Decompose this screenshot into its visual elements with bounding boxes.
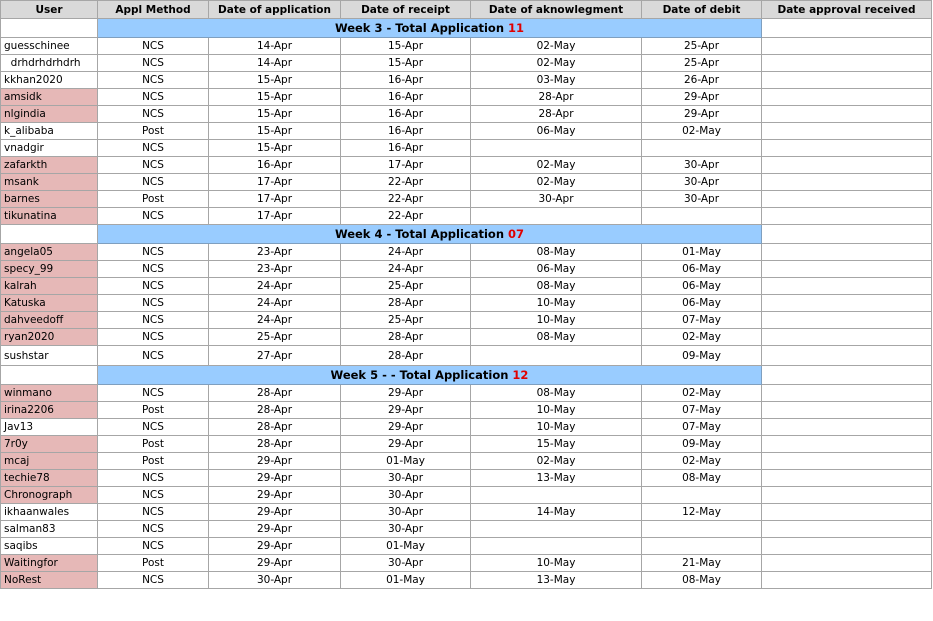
table-row — [1, 208, 932, 225]
cell-date-of-debit[interactable]: 26-Apr — [642, 72, 762, 89]
table-row — [1, 38, 932, 55]
cell-date-approval-received[interactable] — [762, 123, 932, 140]
table-row — [1, 123, 932, 140]
cell-date-approval-received[interactable] — [762, 244, 932, 261]
table-row — [1, 106, 932, 123]
cell-date-approval-received[interactable] — [762, 295, 932, 312]
cell-user[interactable]: Katuska — [1, 295, 98, 312]
cell-date-of-receipt[interactable]: 15-Apr — [341, 55, 471, 72]
cell-appl-method[interactable]: NCS — [98, 521, 209, 538]
cell-user[interactable]: tikunatina — [1, 208, 98, 225]
cell-date-of-aknowlegment[interactable]: 02-May — [471, 453, 642, 470]
cell-user[interactable]: ikhaanwales — [1, 504, 98, 521]
cell-appl-method[interactable]: NCS — [98, 89, 209, 106]
cell-date-of-debit[interactable]: 07-May — [642, 312, 762, 329]
header-date-approval-received[interactable]: Date approval received — [762, 1, 932, 19]
cell-user[interactable]: Chronograph — [1, 487, 98, 504]
cell-date-of-aknowlegment[interactable]: 02-May — [471, 55, 642, 72]
cell-date-of-debit[interactable]: 29-Apr — [642, 106, 762, 123]
cell-date-of-receipt[interactable]: 24-Apr — [341, 244, 471, 261]
cell-date-of-aknowlegment[interactable]: 03-May — [471, 72, 642, 89]
cell-date-approval-received[interactable] — [762, 538, 932, 555]
cell-date-of-aknowlegment[interactable]: 02-May — [471, 174, 642, 191]
cell-appl-method[interactable]: NCS — [98, 487, 209, 504]
cell-date-approval-received[interactable] — [762, 38, 932, 55]
cell-appl-method[interactable]: NCS — [98, 157, 209, 174]
cell-date-of-aknowlegment[interactable]: 02-May — [471, 38, 642, 55]
cell-date-of-application[interactable]: 28-Apr — [209, 419, 341, 436]
cell-date-of-receipt[interactable]: 22-Apr — [341, 208, 471, 225]
week-section-label: Week 5 - - Total Application — [330, 368, 513, 382]
cell-date-of-aknowlegment[interactable] — [471, 346, 642, 366]
cell-date-of-debit[interactable]: 01-May — [642, 244, 762, 261]
cell-date-approval-received[interactable] — [762, 470, 932, 487]
cell-date-approval-received[interactable] — [762, 329, 932, 346]
cell-date-of-aknowlegment[interactable]: 10-May — [471, 419, 642, 436]
cell-date-of-debit[interactable]: 02-May — [642, 385, 762, 402]
cell-date-of-application[interactable]: 15-Apr — [209, 89, 341, 106]
cell-date-approval-received[interactable] — [762, 487, 932, 504]
cell-appl-method[interactable]: NCS — [98, 106, 209, 123]
cell-date-of-aknowlegment[interactable]: 10-May — [471, 312, 642, 329]
cell-appl-method[interactable]: Post — [98, 123, 209, 140]
cell-user[interactable]: NoRest — [1, 572, 98, 589]
cell-user[interactable]: saqibs — [1, 538, 98, 555]
cell-date-of-debit[interactable]: 12-May — [642, 504, 762, 521]
cell-appl-method[interactable]: NCS — [98, 419, 209, 436]
cell-user[interactable]: kalrah — [1, 278, 98, 295]
cell-date-of-receipt[interactable]: 28-Apr — [341, 329, 471, 346]
cell-date-of-debit[interactable] — [642, 487, 762, 504]
cell-date-of-aknowlegment[interactable]: 10-May — [471, 555, 642, 572]
cell-date-of-application[interactable]: 25-Apr — [209, 329, 341, 346]
cell-date-of-aknowlegment[interactable]: 06-May — [471, 261, 642, 278]
cell-date-approval-received[interactable] — [762, 385, 932, 402]
cell-date-of-application[interactable]: 30-Apr — [209, 572, 341, 589]
cell-date-of-application[interactable]: 15-Apr — [209, 123, 341, 140]
cell-appl-method[interactable]: NCS — [98, 385, 209, 402]
cell-date-approval-received[interactable] — [762, 157, 932, 174]
table-row — [1, 504, 932, 521]
cell-date-of-debit[interactable]: 08-May — [642, 470, 762, 487]
cell-date-of-application[interactable]: 28-Apr — [209, 436, 341, 453]
week-section-header — [1, 225, 932, 244]
table-header — [1, 1, 932, 19]
cell-user[interactable]: barnes — [1, 191, 98, 208]
cell-date-of-application[interactable]: 17-Apr — [209, 174, 341, 191]
cell-appl-method[interactable]: NCS — [98, 140, 209, 157]
cell-date-of-application[interactable]: 29-Apr — [209, 453, 341, 470]
cell-date-of-receipt[interactable]: 30-Apr — [341, 487, 471, 504]
cell-appl-method[interactable]: NCS — [98, 244, 209, 261]
cell-date-of-aknowlegment[interactable]: 13-May — [471, 572, 642, 589]
week-section-title[interactable] — [98, 366, 762, 385]
week-section-label: Week 4 - Total Application — [334, 227, 509, 241]
cell-date-approval-received[interactable] — [762, 402, 932, 419]
cell-date-of-receipt[interactable]: 25-Apr — [341, 278, 471, 295]
cell-date-of-aknowlegment[interactable]: 08-May — [471, 329, 642, 346]
cell-user[interactable]: sushstar — [1, 346, 98, 366]
cell-date-of-receipt[interactable]: 24-Apr — [341, 261, 471, 278]
table-row — [1, 312, 932, 329]
cell-appl-method[interactable]: NCS — [98, 38, 209, 55]
cell-date-of-aknowlegment[interactable]: 06-May — [471, 123, 642, 140]
cell-date-of-debit[interactable]: 07-May — [642, 402, 762, 419]
week-section-title[interactable] — [98, 225, 762, 244]
week-section-label: Week 3 - Total Application — [334, 21, 509, 35]
cell-date-approval-received[interactable] — [762, 555, 932, 572]
table-row — [1, 174, 932, 191]
cell-user[interactable]: guesschinee — [1, 38, 98, 55]
cell-date-of-aknowlegment[interactable]: 10-May — [471, 295, 642, 312]
cell-date-approval-received[interactable] — [762, 191, 932, 208]
cell-user[interactable]: msank — [1, 174, 98, 191]
cell-date-of-application[interactable]: 27-Apr — [209, 346, 341, 366]
cell-date-of-aknowlegment[interactable]: 28-Apr — [471, 106, 642, 123]
cell-date-of-aknowlegment[interactable]: 28-Apr — [471, 89, 642, 106]
cell-user[interactable]: ryan2020 — [1, 329, 98, 346]
cell-date-of-receipt[interactable]: 15-Apr — [341, 38, 471, 55]
cell-date-of-receipt[interactable]: 30-Apr — [341, 555, 471, 572]
cell-date-of-application[interactable]: 15-Apr — [209, 140, 341, 157]
cell-date-approval-received[interactable] — [762, 346, 932, 366]
cell-date-approval-received[interactable] — [762, 106, 932, 123]
table-body — [1, 19, 932, 589]
cell-date-of-receipt[interactable]: 30-Apr — [341, 504, 471, 521]
cell-date-of-application[interactable]: 16-Apr — [209, 157, 341, 174]
cell-date-of-receipt[interactable]: 01-May — [341, 538, 471, 555]
cell-date-of-debit[interactable]: 25-Apr — [642, 38, 762, 55]
cell-date-of-application[interactable]: 28-Apr — [209, 385, 341, 402]
cell-date-approval-received[interactable] — [762, 521, 932, 538]
table-row — [1, 555, 932, 572]
cell-date-of-debit[interactable]: 06-May — [642, 261, 762, 278]
table-row — [1, 244, 932, 261]
cell-date-of-application[interactable]: 29-Apr — [209, 504, 341, 521]
cell-date-of-application[interactable]: 29-Apr — [209, 555, 341, 572]
cell-date-of-debit[interactable] — [642, 208, 762, 225]
cell-appl-method[interactable]: Post — [98, 555, 209, 572]
blank-cell[interactable] — [762, 225, 932, 244]
table-row — [1, 55, 932, 72]
cell-appl-method[interactable]: NCS — [98, 261, 209, 278]
table-row — [1, 521, 932, 538]
cell-date-of-aknowlegment[interactable]: 08-May — [471, 278, 642, 295]
cell-date-of-aknowlegment[interactable]: 14-May — [471, 504, 642, 521]
cell-appl-method[interactable]: NCS — [98, 572, 209, 589]
table-row — [1, 453, 932, 470]
cell-date-approval-received[interactable] — [762, 312, 932, 329]
header-date-of-debit[interactable]: Date of debit — [642, 1, 762, 19]
cell-date-of-application[interactable]: 29-Apr — [209, 521, 341, 538]
cell-date-of-debit[interactable]: 21-May — [642, 555, 762, 572]
cell-date-of-receipt[interactable]: 25-Apr — [341, 312, 471, 329]
cell-date-of-aknowlegment[interactable]: 08-May — [471, 385, 642, 402]
table-row — [1, 261, 932, 278]
cell-user[interactable]: winmano — [1, 385, 98, 402]
cell-user[interactable]: amsidk — [1, 89, 98, 106]
cell-user[interactable]: specy_99 — [1, 261, 98, 278]
cell-date-of-receipt[interactable]: 30-Apr — [341, 470, 471, 487]
week-section-header — [1, 366, 932, 385]
cell-date-approval-received[interactable] — [762, 72, 932, 89]
table-row — [1, 436, 932, 453]
table-row — [1, 295, 932, 312]
header-date-of-application[interactable]: Date of application — [209, 1, 341, 19]
blank-cell[interactable] — [1, 19, 98, 38]
cell-user[interactable]: k_alibaba — [1, 123, 98, 140]
header-appl-method[interactable]: Appl Method — [98, 1, 209, 19]
cell-date-approval-received[interactable] — [762, 140, 932, 157]
cell-user[interactable]: Waitingfor — [1, 555, 98, 572]
cell-date-of-receipt[interactable]: 29-Apr — [341, 385, 471, 402]
cell-date-of-debit[interactable]: 30-Apr — [642, 191, 762, 208]
cell-appl-method[interactable]: NCS — [98, 329, 209, 346]
cell-appl-method[interactable]: NCS — [98, 55, 209, 72]
cell-date-approval-received[interactable] — [762, 55, 932, 72]
cell-appl-method[interactable]: NCS — [98, 278, 209, 295]
cell-date-of-aknowlegment[interactable] — [471, 140, 642, 157]
header-date-of-receipt[interactable]: Date of receipt — [341, 1, 471, 19]
cell-appl-method[interactable]: Post — [98, 402, 209, 419]
cell-date-of-receipt[interactable]: 29-Apr — [341, 436, 471, 453]
cell-date-approval-received[interactable] — [762, 208, 932, 225]
cell-appl-method[interactable]: NCS — [98, 174, 209, 191]
cell-date-of-aknowlegment[interactable]: 02-May — [471, 157, 642, 174]
cell-date-of-receipt[interactable]: 16-Apr — [341, 140, 471, 157]
cell-date-of-debit[interactable]: 08-May — [642, 572, 762, 589]
cell-appl-method[interactable]: NCS — [98, 208, 209, 225]
cell-user[interactable]: Jav13 — [1, 419, 98, 436]
cell-date-approval-received[interactable] — [762, 261, 932, 278]
cell-date-of-application[interactable]: 17-Apr — [209, 191, 341, 208]
table-row — [1, 538, 932, 555]
cell-date-of-aknowlegment[interactable]: 13-May — [471, 470, 642, 487]
cell-appl-method[interactable]: Post — [98, 191, 209, 208]
table-row — [1, 385, 932, 402]
cell-date-of-debit[interactable]: 02-May — [642, 123, 762, 140]
cell-date-approval-received[interactable] — [762, 436, 932, 453]
cell-date-of-aknowlegment[interactable]: 10-May — [471, 402, 642, 419]
cell-date-of-aknowlegment[interactable]: 15-May — [471, 436, 642, 453]
cell-date-of-application[interactable]: 23-Apr — [209, 244, 341, 261]
cell-date-of-receipt[interactable]: 22-Apr — [341, 191, 471, 208]
cell-date-of-aknowlegment[interactable] — [471, 538, 642, 555]
blank-cell[interactable] — [1, 366, 98, 385]
cell-date-of-application[interactable]: 28-Apr — [209, 402, 341, 419]
cell-user[interactable]: drhdrhdrhdrh — [1, 55, 98, 72]
cell-date-of-receipt[interactable]: 16-Apr — [341, 123, 471, 140]
cell-date-of-receipt[interactable]: 01-May — [341, 453, 471, 470]
week-section-count: 11 — [508, 21, 525, 35]
cell-date-of-aknowlegment[interactable] — [471, 487, 642, 504]
cell-date-of-receipt[interactable]: 29-Apr — [341, 419, 471, 436]
cell-date-approval-received[interactable] — [762, 419, 932, 436]
table-row — [1, 470, 932, 487]
cell-user[interactable]: irina2206 — [1, 402, 98, 419]
cell-date-of-debit[interactable]: 30-Apr — [642, 157, 762, 174]
table-row — [1, 346, 932, 366]
cell-date-of-application[interactable]: 15-Apr — [209, 72, 341, 89]
cell-date-of-aknowlegment[interactable] — [471, 521, 642, 538]
table-row — [1, 278, 932, 295]
table-row — [1, 157, 932, 174]
cell-date-of-aknowlegment[interactable] — [471, 208, 642, 225]
table-row — [1, 402, 932, 419]
cell-user[interactable]: 7r0y — [1, 436, 98, 453]
table-row — [1, 191, 932, 208]
cell-user[interactable]: vnadgir — [1, 140, 98, 157]
cell-date-approval-received[interactable] — [762, 89, 932, 106]
cell-date-of-application[interactable]: 24-Apr — [209, 312, 341, 329]
blank-cell[interactable] — [1, 225, 98, 244]
cell-appl-method[interactable]: NCS — [98, 538, 209, 555]
cell-appl-method[interactable]: NCS — [98, 470, 209, 487]
header-date-of-aknowlegment[interactable]: Date of aknowlegment — [471, 1, 642, 19]
cell-appl-method[interactable]: NCS — [98, 346, 209, 366]
cell-appl-method[interactable]: NCS — [98, 312, 209, 329]
cell-appl-method[interactable]: Post — [98, 436, 209, 453]
cell-appl-method[interactable]: NCS — [98, 295, 209, 312]
cell-date-of-aknowlegment[interactable]: 08-May — [471, 244, 642, 261]
cell-date-approval-received[interactable] — [762, 572, 932, 589]
cell-date-approval-received[interactable] — [762, 174, 932, 191]
table-row — [1, 72, 932, 89]
cell-user[interactable]: zafarkth — [1, 157, 98, 174]
cell-date-of-receipt[interactable]: 01-May — [341, 572, 471, 589]
cell-date-of-application[interactable]: 29-Apr — [209, 538, 341, 555]
week-section-count: 12 — [512, 368, 529, 382]
header-user[interactable]: User — [1, 1, 98, 19]
cell-appl-method[interactable]: Post — [98, 453, 209, 470]
cell-user[interactable]: nlgindia — [1, 106, 98, 123]
cell-date-of-receipt[interactable]: 30-Apr — [341, 521, 471, 538]
cell-date-of-receipt[interactable]: 28-Apr — [341, 346, 471, 366]
cell-date-of-debit[interactable]: 09-May — [642, 346, 762, 366]
cell-date-of-debit[interactable] — [642, 140, 762, 157]
cell-date-of-debit[interactable] — [642, 538, 762, 555]
cell-date-of-application[interactable]: 14-Apr — [209, 38, 341, 55]
cell-date-approval-received[interactable] — [762, 453, 932, 470]
cell-date-approval-received[interactable] — [762, 278, 932, 295]
cell-date-of-application[interactable]: 29-Apr — [209, 487, 341, 504]
cell-user[interactable]: salman83 — [1, 521, 98, 538]
cell-date-of-aknowlegment[interactable]: 30-Apr — [471, 191, 642, 208]
cell-date-of-receipt[interactable]: 28-Apr — [341, 295, 471, 312]
week-section-count: 07 — [508, 227, 525, 241]
cell-date-of-receipt[interactable]: 22-Apr — [341, 174, 471, 191]
cell-user[interactable]: angela05 — [1, 244, 98, 261]
cell-date-of-debit[interactable]: 29-Apr — [642, 89, 762, 106]
cell-date-approval-received[interactable] — [762, 504, 932, 521]
week-section-title[interactable] — [98, 19, 762, 38]
week-section-header — [1, 19, 932, 38]
blank-cell[interactable] — [762, 366, 932, 385]
cell-date-of-application[interactable]: 15-Apr — [209, 106, 341, 123]
table-row — [1, 572, 932, 589]
cell-date-of-debit[interactable]: 30-Apr — [642, 174, 762, 191]
blank-cell[interactable] — [762, 19, 932, 38]
cell-user[interactable]: mcaj — [1, 453, 98, 470]
cell-date-of-application[interactable]: 24-Apr — [209, 278, 341, 295]
cell-date-of-receipt[interactable]: 16-Apr — [341, 72, 471, 89]
cell-date-of-receipt[interactable]: 16-Apr — [341, 89, 471, 106]
cell-date-of-debit[interactable]: 25-Apr — [642, 55, 762, 72]
cell-user[interactable]: techie78 — [1, 470, 98, 487]
cell-date-of-application[interactable]: 23-Apr — [209, 261, 341, 278]
table-row — [1, 89, 932, 106]
cell-date-of-receipt[interactable]: 29-Apr — [341, 402, 471, 419]
cell-appl-method[interactable]: NCS — [98, 504, 209, 521]
cell-appl-method[interactable]: NCS — [98, 72, 209, 89]
cell-date-of-debit[interactable]: 02-May — [642, 453, 762, 470]
cell-user[interactable]: kkhan2020 — [1, 72, 98, 89]
cell-date-of-debit[interactable]: 06-May — [642, 278, 762, 295]
table-row — [1, 140, 932, 157]
cell-user[interactable]: dahveedoff — [1, 312, 98, 329]
cell-date-of-receipt[interactable]: 16-Apr — [341, 106, 471, 123]
table-row — [1, 419, 932, 436]
cell-date-of-application[interactable]: 14-Apr — [209, 55, 341, 72]
cell-date-of-debit[interactable]: 02-May — [642, 329, 762, 346]
cell-date-of-debit[interactable]: 07-May — [642, 419, 762, 436]
cell-date-of-application[interactable]: 29-Apr — [209, 470, 341, 487]
header-row — [1, 1, 932, 19]
cell-date-of-application[interactable]: 17-Apr — [209, 208, 341, 225]
table-row — [1, 487, 932, 504]
cell-date-of-debit[interactable]: 09-May — [642, 436, 762, 453]
cell-date-of-application[interactable]: 24-Apr — [209, 295, 341, 312]
cell-date-of-debit[interactable]: 06-May — [642, 295, 762, 312]
cell-date-of-receipt[interactable]: 17-Apr — [341, 157, 471, 174]
table-row — [1, 329, 932, 346]
cell-date-of-debit[interactable] — [642, 521, 762, 538]
